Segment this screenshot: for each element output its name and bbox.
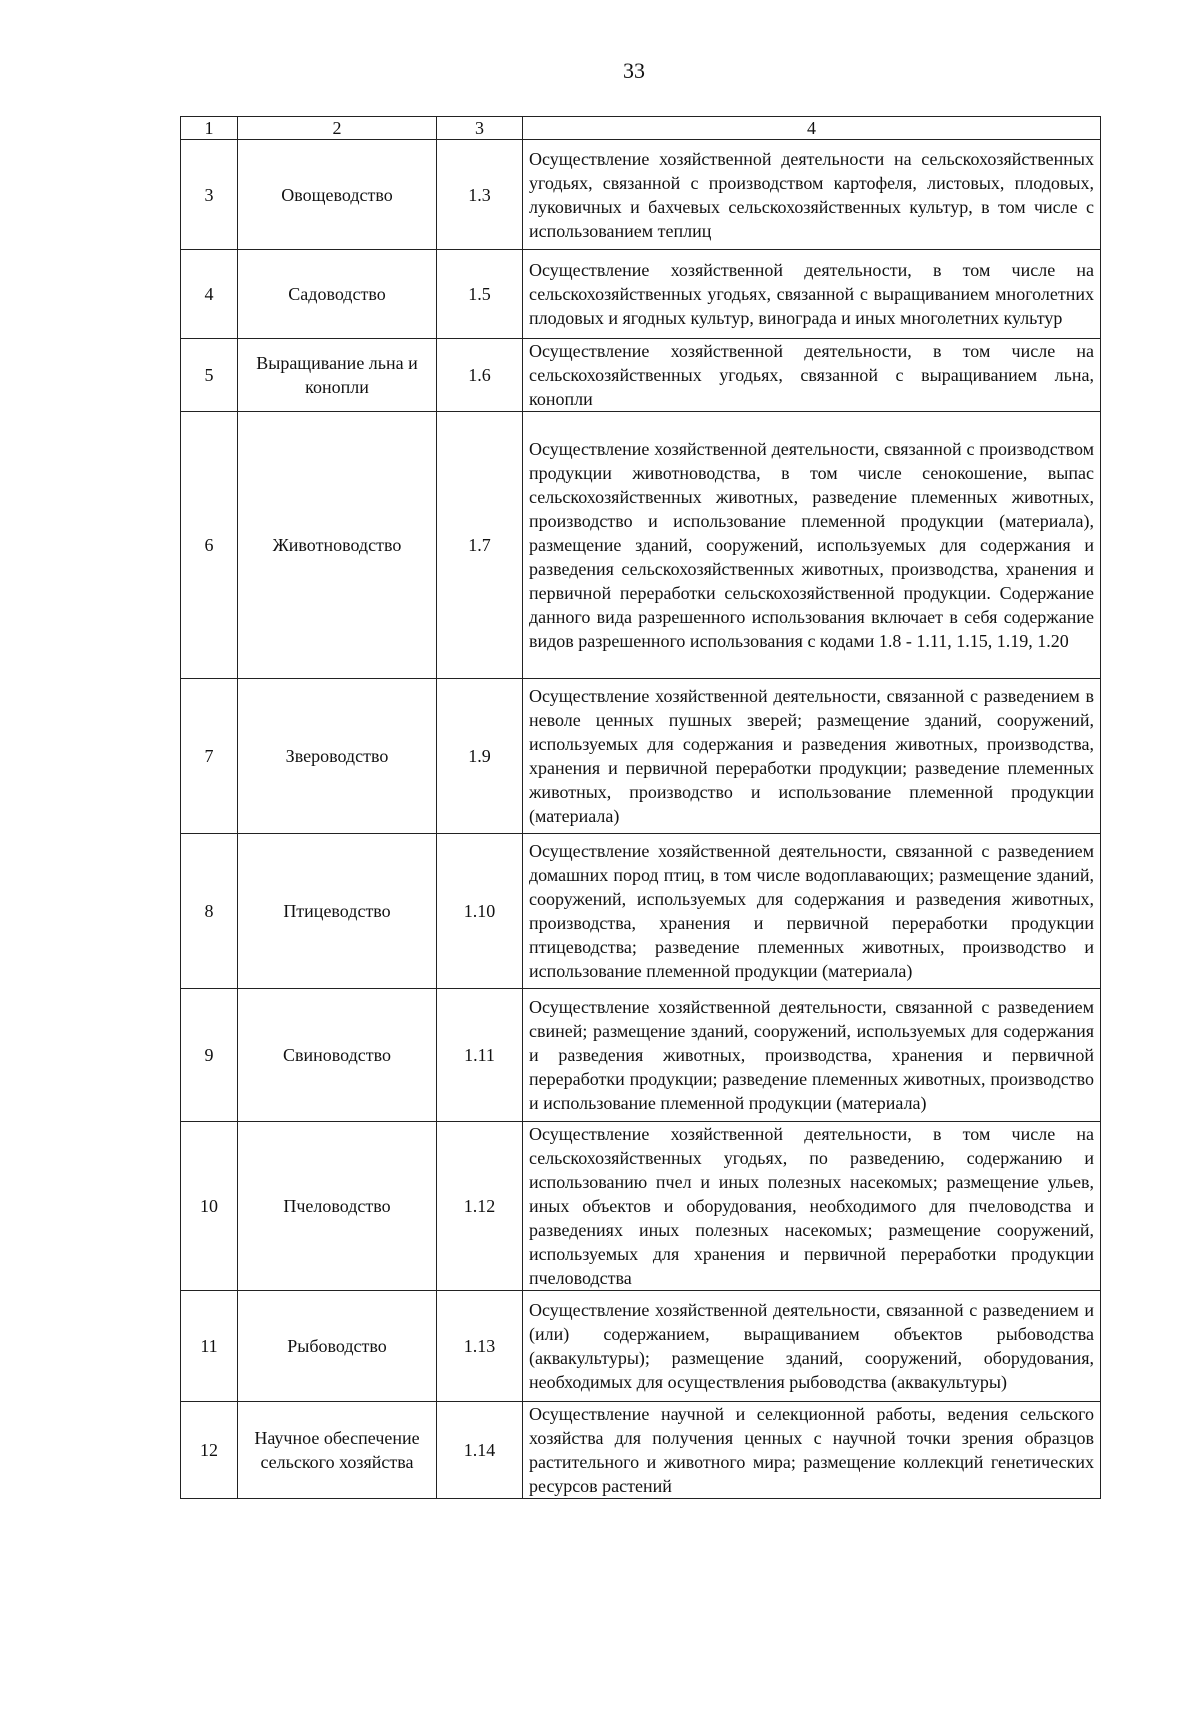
table-row (181, 1402, 1101, 1499)
page-number: 33 (623, 58, 645, 83)
land-use-name: Пчеловодство (238, 1122, 437, 1291)
land-use-name: Овощеводство (238, 140, 437, 250)
row-number: 11 (181, 1291, 238, 1402)
table-row (181, 412, 1101, 679)
land-use-description: Осуществление хозяйственной деятельности, связанной с разведением в неволе ценных пушных зверей; размещение зданий, сооружений, используемых для содержания и разведения животных, производства, хранения и первичной переработки продукции; разведение племенных животных, производство и использование племенной продукции (материала) (523, 679, 1101, 834)
land-use-description: Осуществление хозяйственной деятельности, в том числе на сельскохозяйственных угодьях, по разведению, содержанию и использованию пчел и иных полезных насекомых; размещение ульев, иных объектов и оборудования, необходимого для пчеловодства и разведениях иных полезных насекомых; размещение сооружений, используемых для хранения и первичной переработки продукции пчеловодства (523, 1122, 1101, 1291)
table-row (181, 250, 1101, 339)
land-use-description: Осуществление хозяйственной деятельности, связанной с разведением и (или) содержанием, выращиванием объектов рыбоводства (аквакультуры); размещение зданий, сооружений, оборудования, необходимых для осуществления рыбоводства (аквакультуры) (523, 1291, 1101, 1402)
land-use-code: 1.11 (437, 989, 523, 1122)
row-number: 5 (181, 339, 238, 412)
land-use-name: Птицеводство (238, 834, 437, 989)
land-use-code: 1.13 (437, 1291, 523, 1402)
land-use-description: Осуществление хозяйственной деятельности, связанной с разведением свиней; размещение зданий, сооружений, используемых для содержания и разведения животных, производства, хранения и первичной переработки продукции; разведение племенных животных, производство и использование племенной продукции (материала) (523, 989, 1101, 1122)
land-use-code: 1.5 (437, 250, 523, 339)
table-row (181, 1122, 1101, 1291)
land-use-name: Животноводство (238, 412, 437, 679)
row-number: 10 (181, 1122, 238, 1291)
row-number: 4 (181, 250, 238, 339)
land-use-name: Садоводство (238, 250, 437, 339)
row-number: 7 (181, 679, 238, 834)
land-use-description: Осуществление хозяйственной деятельности, в том числе на сельскохозяйственных угодьях, связанной с выращиванием многолетних плодовых и ягодных культур, винограда и иных многолетних культур (523, 250, 1101, 339)
land-use-table (180, 116, 1101, 1499)
table-row (181, 834, 1101, 989)
table-header-row (181, 117, 1101, 140)
table-row (181, 140, 1101, 250)
row-number: 3 (181, 140, 238, 250)
land-use-description: Осуществление хозяйственной деятельности на сельскохозяйственных угодьях, связанной с производством картофеля, листовых, плодовых, луковичных и бахчевых сельскохозяйственных культур, в том числе с использованием теплиц (523, 140, 1101, 250)
land-use-name: Свиноводство (238, 989, 437, 1122)
header-cell-1: 1 (181, 117, 238, 140)
land-use-description: Осуществление хозяйственной деятельности, в том числе на сельскохозяйственных угодьях, связанной с выращиванием льна, конопли (523, 339, 1101, 412)
header-cell-3: 3 (437, 117, 523, 140)
land-use-code: 1.12 (437, 1122, 523, 1291)
header-cell-2: 2 (238, 117, 437, 140)
table-row (181, 1291, 1101, 1402)
table-body (181, 117, 1101, 1499)
land-use-name: Рыбоводство (238, 1291, 437, 1402)
land-use-name: Звероводство (238, 679, 437, 834)
row-number: 8 (181, 834, 238, 989)
row-number: 12 (181, 1402, 238, 1499)
land-use-code: 1.14 (437, 1402, 523, 1499)
land-use-name: Выращивание льна и конопли (238, 339, 437, 412)
land-use-description: Осуществление хозяйственной деятельности, связанной с производством продукции животноводства, в том числе сенокошение, выпас сельскохозяйственных животных, разведение племенных животных, производство и использование племенной продукции (материала), размещение зданий, сооружений, используемых для содержания и разведения сельскохозяйственных животных, производства, хранения и первичной переработки сельскохозяйственной продукции. Содержание данного вида разрешенного использования включает в себя содержание видов разрешенного использования с кодами 1.8 - 1.11, 1.15, 1.19, 1.20 (523, 412, 1101, 679)
land-use-description: Осуществление научной и селекционной работы, ведения сельского хозяйства для получения ценных с научной точки зрения образцов растительного и животного мира; размещение коллекций генетических ресурсов растений (523, 1402, 1101, 1499)
table-row (181, 989, 1101, 1122)
land-use-code: 1.3 (437, 140, 523, 250)
land-use-code: 1.9 (437, 679, 523, 834)
table-row (181, 339, 1101, 412)
row-number: 6 (181, 412, 238, 679)
land-use-code: 1.10 (437, 834, 523, 989)
table-row (181, 679, 1101, 834)
land-use-code: 1.7 (437, 412, 523, 679)
row-number: 9 (181, 989, 238, 1122)
land-use-description: Осуществление хозяйственной деятельности, связанной с разведением домашних пород птиц, в том числе водоплавающих; размещение зданий, сооружений, используемых для содержания и разведения животных, производства, хранения и первичной переработки продукции птицеводства; разведение племенных животных, производство и использование племенной продукции (материала) (523, 834, 1101, 989)
header-cell-4: 4 (523, 117, 1101, 140)
land-use-name: Научное обеспечение сельского хозяйства (238, 1402, 437, 1499)
land-use-code: 1.6 (437, 339, 523, 412)
